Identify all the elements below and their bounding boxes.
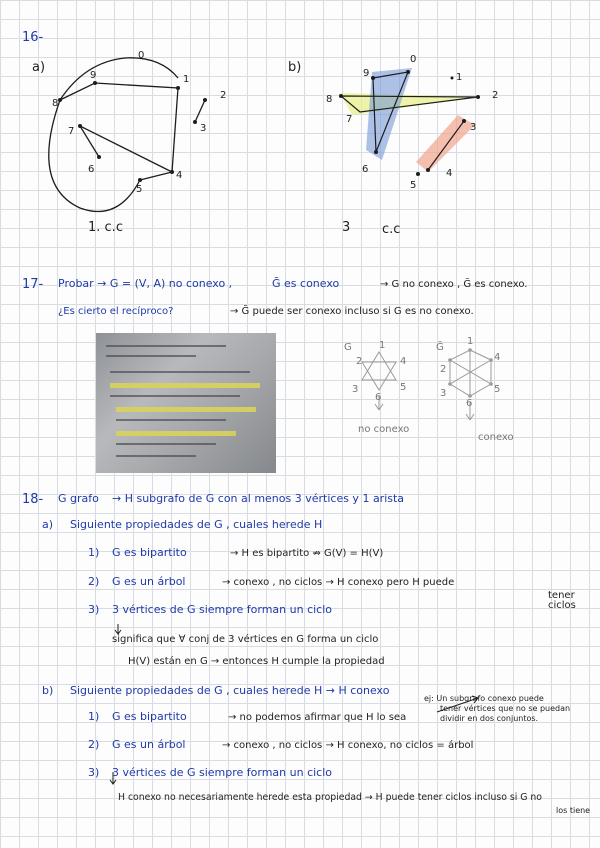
problem-18b-side-note-2: tener vértices que no se puedan bbox=[440, 704, 571, 713]
problem-18a-sub-1: significa que ∀ conj de 3 vértices en G forma un ciclo bbox=[112, 634, 379, 645]
graph-gbar-label: Ḡ bbox=[436, 342, 444, 353]
graph-g-vertex-4: 4 bbox=[400, 356, 407, 367]
graph-gbar-vertex-5: 5 bbox=[494, 384, 501, 395]
highlight-salmon bbox=[416, 115, 475, 172]
vertex-2-b: 2 bbox=[492, 90, 499, 101]
problem-18b-side-note-3: dividir en dos conjuntos. bbox=[440, 714, 539, 723]
problem-17-line1-c: → G no conexo , Ḡ es conexo. bbox=[380, 279, 528, 290]
vertex-6-b: 6 bbox=[362, 164, 369, 175]
problem-18a-title: Siguiente propiedades de G , cuales herede H bbox=[70, 518, 323, 531]
graph-gbar-caption: conexo bbox=[478, 432, 514, 443]
problem-17-number: 17- bbox=[22, 277, 44, 292]
problem-18b-title: Siguiente propiedades de G , cuales herede H → H conexo bbox=[70, 684, 390, 697]
problem-18a-label: a) bbox=[42, 518, 54, 531]
problem-18b-item3-text: 3 vértices de G siempre forman un ciclo bbox=[112, 766, 333, 779]
graph-g-label: G bbox=[344, 342, 352, 353]
graph-g-vertex-2: 2 bbox=[356, 356, 363, 367]
problem-18b-item2-number: 2) bbox=[88, 738, 100, 751]
vertex-6-a: 6 bbox=[88, 164, 95, 175]
problem-18a-item3-number: 3) bbox=[88, 603, 100, 616]
problem-18b-side-note-1: ej: Un subgrafo conexo puede bbox=[424, 694, 544, 703]
problem-18a-item2-extra-1: tener bbox=[548, 590, 575, 601]
graph-g-caption: no conexo bbox=[358, 424, 410, 435]
vertex-7-a: 7 bbox=[68, 126, 75, 137]
vertex-8-a: 8 bbox=[52, 98, 59, 109]
problem-16a-components: 1. c.c bbox=[88, 220, 123, 235]
problem-17-line2-b: → Ḡ puede ser conexo incluso si G es no conexo. bbox=[230, 306, 474, 317]
problem-16b-label: b) bbox=[288, 60, 302, 75]
problem-18-number: 18- bbox=[22, 492, 44, 507]
problem-18a-item2-extra-2: ciclos bbox=[548, 600, 576, 611]
problem-18a-item2-text: G es un árbol bbox=[112, 575, 186, 588]
vertex-0-b: 0 bbox=[410, 54, 417, 65]
vertex-5-a: 5 bbox=[136, 184, 143, 195]
graph-gbar-vertex-3: 3 bbox=[440, 388, 447, 399]
vertex-5-b: 5 bbox=[410, 180, 417, 191]
graph-gbar-vertex-2: 2 bbox=[440, 364, 447, 375]
problem-18a-item1-text: G es bipartito bbox=[112, 546, 187, 559]
vertex-7-b: 7 bbox=[346, 114, 353, 125]
vertex-2-a: 2 bbox=[220, 90, 227, 101]
vertex-4-b: 4 bbox=[446, 168, 453, 179]
problem-18a-item1-note: → H es bipartito ⇏ G(V) = H(V) bbox=[230, 548, 384, 559]
vertex-3-b: 3 bbox=[470, 122, 477, 133]
graph-gbar-vertex-6: 6 bbox=[466, 398, 473, 409]
problem-16a-label: a) bbox=[32, 60, 46, 75]
problem-16b-components-number: 3 bbox=[342, 220, 351, 235]
vertex-4-a: 4 bbox=[176, 170, 183, 181]
problem-17-line1-a: Probar → G = (V, A) no conexo , bbox=[58, 277, 233, 290]
problem-18b-item3-number: 3) bbox=[88, 766, 100, 779]
problem-18b-item2-note: → conexo , no ciclos → H conexo, no ciclos = árbol bbox=[222, 740, 474, 751]
vertex-3-a: 3 bbox=[200, 123, 207, 134]
problem-18a-item3-text: 3 vértices de G siempre forman un ciclo bbox=[112, 603, 333, 616]
problem-18-intro-a: G grafo bbox=[58, 492, 99, 505]
problem-18a-item2-note: → conexo , no ciclos → H conexo pero H puede bbox=[222, 577, 455, 588]
graph-gbar-vertex-1: 1 bbox=[467, 336, 474, 347]
vertex-9-a: 9 bbox=[90, 70, 97, 81]
problem-18b-item2-text: G es un árbol bbox=[112, 738, 186, 751]
vertex-1-a: 1 bbox=[183, 74, 190, 85]
problem-17-line1-b: Ḡ es conexo bbox=[272, 277, 340, 290]
graph-g-vertex-1: 1 bbox=[379, 340, 386, 351]
vertex-8-b: 8 bbox=[326, 94, 333, 105]
problem-18b-sub-2: los tiene bbox=[556, 806, 591, 815]
problem-18-intro-b: → H subgrafo de G con al menos 3 vértices y 1 arista bbox=[112, 492, 405, 505]
graph-g-vertex-3: 3 bbox=[352, 384, 359, 395]
vertex-0-a: 0 bbox=[138, 50, 145, 61]
vertex-1-b: 1 bbox=[456, 72, 463, 83]
graph-g-vertex-6: 6 bbox=[375, 392, 382, 403]
reference-photo bbox=[96, 333, 276, 473]
problem-18b-item1-text: G es bipartito bbox=[112, 710, 187, 723]
problem-18b-item1-number: 1) bbox=[88, 710, 100, 723]
problem-16b-components-unit: c.c bbox=[382, 222, 401, 237]
graph-g-vertex-5: 5 bbox=[400, 382, 407, 393]
vertex-9-b: 9 bbox=[363, 68, 370, 79]
problem-18b-label: b) bbox=[42, 684, 54, 697]
graph-gbar-vertex-4: 4 bbox=[494, 352, 501, 363]
problem-17-line2-a: ¿Es cierto el recíproco? bbox=[58, 306, 174, 317]
problem-18a-sub-2: H(V) están en G → entonces H cumple la propiedad bbox=[128, 656, 385, 667]
problem-18b-sub-1: H conexo no necesariamente herede esta propiedad → H puede tener ciclos incluso si G no bbox=[118, 792, 542, 803]
problem-18a-item2-number: 2) bbox=[88, 575, 100, 588]
problem-18b-item1-note: → no podemos afirmar que H lo sea bbox=[228, 712, 407, 723]
problem-18a-item1-number: 1) bbox=[88, 546, 100, 559]
problem-16-number: 16- bbox=[22, 30, 44, 45]
